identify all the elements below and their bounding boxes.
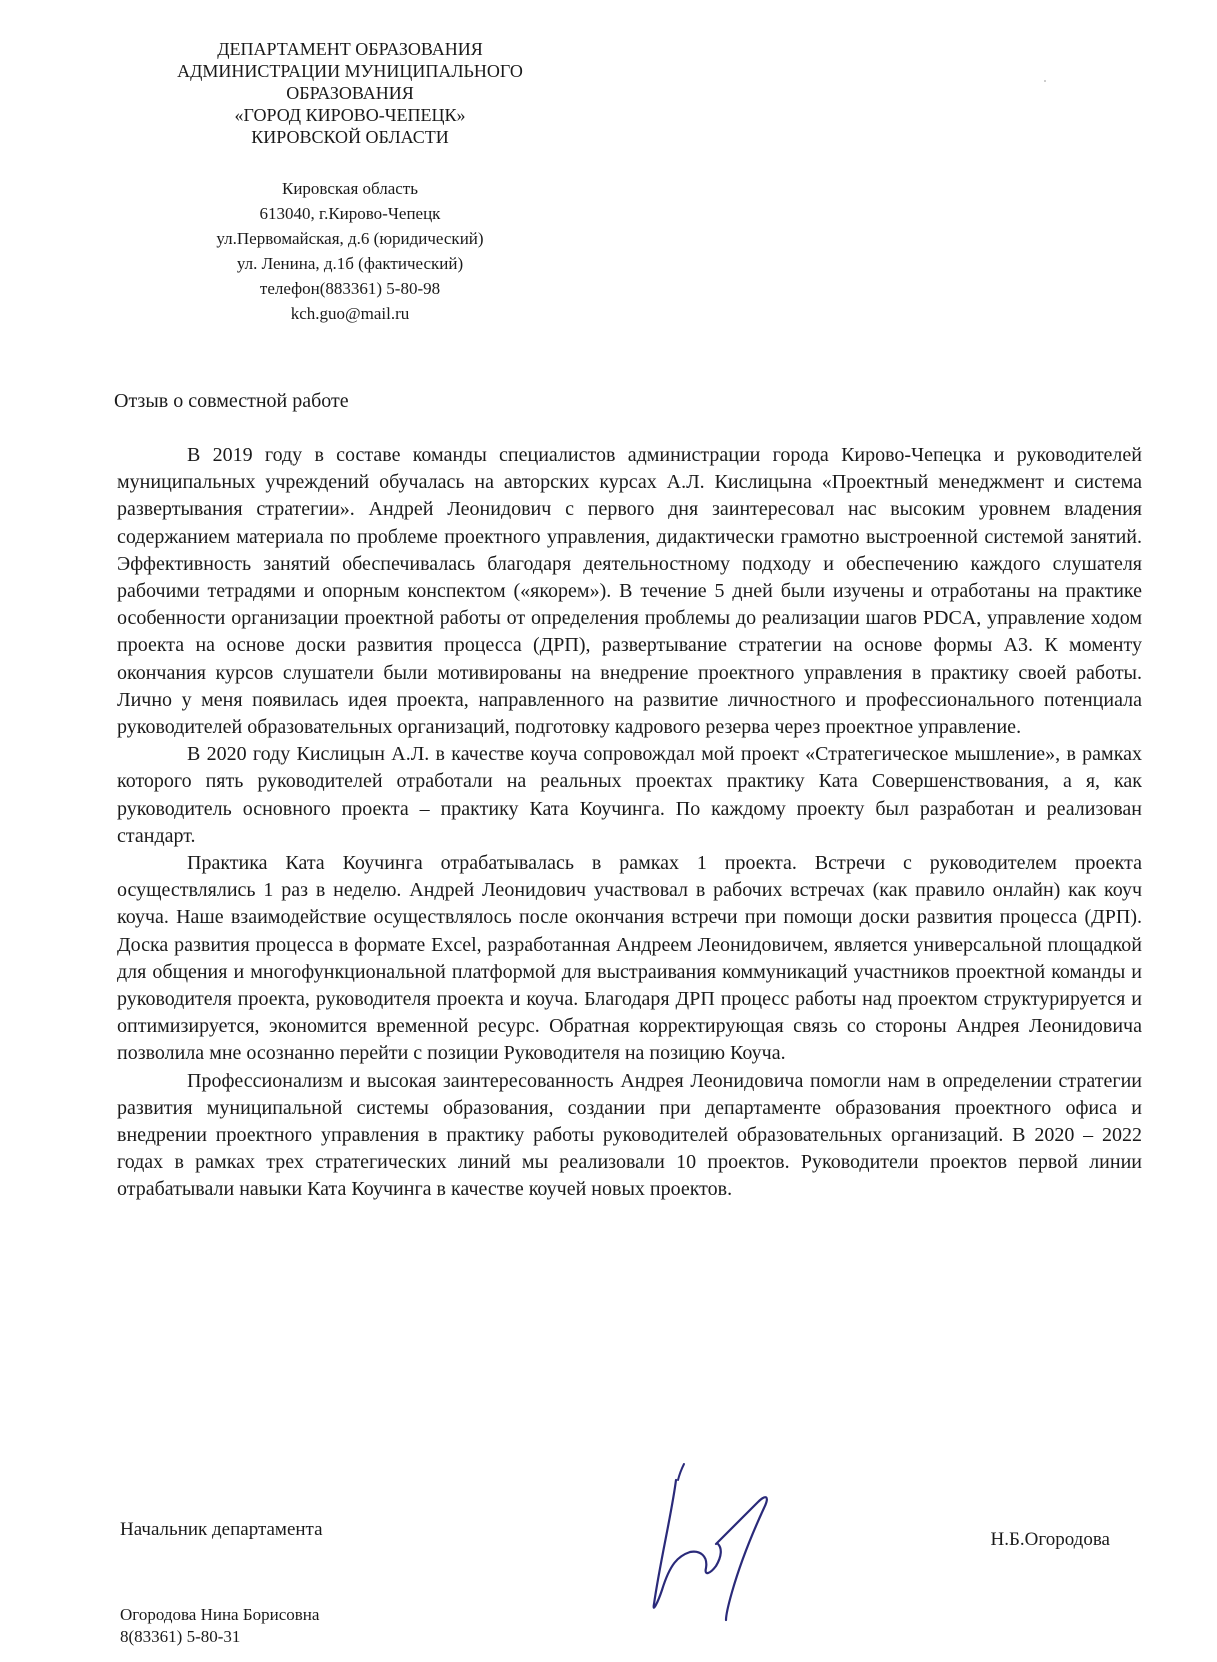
address-postal-city: 613040, г.Кирово-Чепецк — [259, 204, 441, 223]
executor-contact — [120, 1604, 319, 1648]
scan-speck — [1044, 80, 1046, 82]
address-region: Кировская область — [281, 179, 418, 198]
org-name-line-1: ДЕПАРТАМЕНТ ОБРАЗОВАНИЯ — [217, 39, 483, 59]
body-paragraph-4: Профессионализм и высокая заинтересованность Андрея Леонидовича помогли нам в определении стратегии развития муниципальной системы образования, создании при департаменте образования проектного офиса и внедрении проектного управления в практику работы руководителей образовательных организаций. В 2020 – 2022 годах в рамках трех стратегических линий мы реализовали 10 проектов. Руководители проектов первой линии отрабатывали навыки Ката Коучинга в качестве коучей новых проектов. — [117, 1069, 1142, 1201]
document-title: Отзыв о совместной работе — [114, 390, 349, 412]
letter-body — [117, 442, 1142, 1204]
address-email: kch.guo@mail.ru — [290, 304, 410, 323]
executor-phone: 8(83361) 5-80-31 — [120, 1627, 241, 1646]
address-actual: ул. Ленина, д.1б (фактический) — [236, 254, 464, 273]
letterhead-address — [150, 176, 550, 326]
signature-stroke — [678, 1464, 684, 1480]
body-paragraph-1: В 2019 году в составе команды специалистов администрации города Кирово-Чепецка и руководителей муниципальных учреждений обучалась на авторских курсах А.Л. Кислицына «Проектный менеджмент и система развертывания стратегии». Андрей Леонидович с первого дня заинтересовал нас высоким уровнем владения содержанием материала по проблеме проектного управления, дидактически грамотно выстроенной системой занятий. Эффективность занятий обеспечивалась благодаря деятельностному подходу и обеспечению каждого слушателя рабочими тетрадями и опорным конспектом («якорем»). В течение 5 дней были изучены и отработаны на практике особенности организации проектной работы от определения проблемы до реализации шагов PDCA, управление ходом проекта на основе доски развития процесса (ДРП), развертывание стратегии на основе формы А3. К моменту окончания курсов слушатели были мотивированы на внедрение проектного управления в практику своей работы. Лично у меня появилась идея проекта, направленного на развитие личностного и профессионального потенциала руководителей образовательных организаций, подготовку кадрового резерва через проектное управление. — [117, 444, 1142, 739]
executor-name: Огородова Нина Борисовна — [120, 1605, 320, 1624]
signer-name: Н.Б.Огородова — [990, 1529, 1110, 1550]
signature-stroke — [716, 1497, 767, 1620]
handwritten-signature — [648, 1452, 798, 1622]
body-paragraph-3: Практика Ката Коучинга отрабатывалась в рамках 1 проекта. Встречи с руководителем проекта осуществлялись 1 раз в неделю. Андрей Леонидович участвовал в рабочих встречах (как правило онлайн) как коуч коуча. Наше взаимодействие осуществлялось после окончания встречи при помощи доски развития процесса (ДРП). Доска развития процесса в формате Excel, разработанная Андреем Леонидовичем, является универсальной площадкой для общения и многофункциональной платформой для выстраивания коммуникаций участников проектной команды и руководителя проекта, руководителя проекта и коуча. Благодаря ДРП процесс работы над проектом структурируется и оптимизируется, экономится временной ресурс. Обратная корректирующая связь со стороны Андрея Леонидовича позволила мне осознанно перейти с позиции Руководителя на позицию Коуча. — [117, 852, 1142, 1065]
address-phone: телефон(883361) 5-80-98 — [259, 279, 441, 298]
body-paragraph-2: В 2020 году Кислицын А.Л. в качестве коуча сопровождал мой проект «Стратегическое мышление», в рамках которого пять руководителей отработали на реальных проектах практику Ката Совершенствования, а я, как руководитель основного проекта – практику Ката Коучинга. По каждому проекту был разработан и реализован стандарт. — [117, 743, 1142, 847]
org-name-line-5: КИРОВСКОЙ ОБЛАСТИ — [251, 127, 449, 147]
address-legal: ул.Первомайская, д.6 (юридический) — [216, 229, 484, 248]
org-name-line-2: АДМИНИСТРАЦИИ МУНИЦИПАЛЬНОГО — [177, 61, 523, 81]
letterhead — [150, 38, 550, 148]
signer-position: Начальник департамента — [120, 1519, 323, 1540]
org-name-line-3: ОБРАЗОВАНИЯ — [286, 83, 414, 103]
signature-stroke — [654, 1480, 721, 1608]
org-name-line-4: «ГОРОД КИРОВО-ЧЕПЕЦК» — [234, 105, 466, 125]
